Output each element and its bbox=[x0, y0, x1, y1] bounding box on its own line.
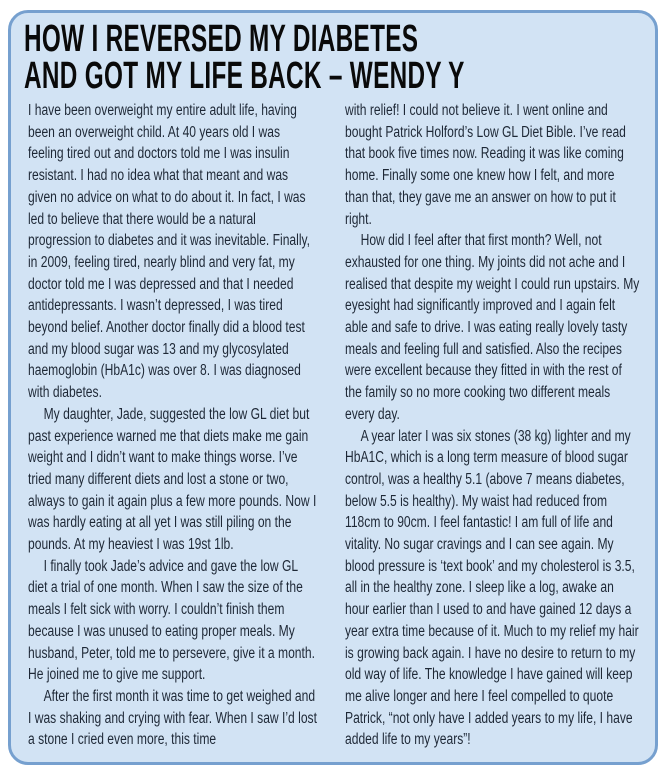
paragraph: My daughter, Jade, suggested the low GL diet but past experience warned me that diets make me gain weight and I didn’t want to make things worse. I’ve tried many different diets and lost a stone or two, always to gain it again plus a few more pounds. Now I was hardly eating at all yet I was still piling on the pounds. At my heaviest I was 19st 1lb. bbox=[28, 405, 317, 554]
column-right bbox=[345, 100, 640, 751]
title-line-1: HOW I REVERSED MY DIABETES bbox=[24, 18, 419, 60]
paragraph: with relief! I could not believe it. I went online and bought Patrick Holford’s Low GL Diet Bible. I’ve read that book five times now. Reading it was like coming home. Finally some one knew how I felt, and more than that, they gave me an answer on how to put it right. bbox=[345, 102, 626, 228]
paragraph: I have been overweight my entire adult life, having been an overweight child. At 40 years old I was feeling tired out and doctors told me I was insulin resistant. I had no idea what that meant and was given no advice on what to do about it. In fact, I was led to believe that there would be a natural progression to diabetes and it was inevitable. Finally, in 2009, feeling tired, nearly blind and very fat, my doctor told me I was depressed and that I needed antidepressants. I wasn’t depressed, I was tired beyond belief. Another doctor finally did a blood test and my blood sugar was 13 and my glycosylated haemoglobin (HbA1c) was over 8. I was diagnosed with diabetes. bbox=[28, 102, 311, 402]
page-title bbox=[24, 18, 465, 97]
title-line-2: AND GOT MY LIFE BACK – WENDY Y bbox=[24, 55, 465, 97]
paragraph: How did I feel after that first month? Well, not exhausted for one thing. My joints did not ache and I realised that despite my weight I could run upstairs. My eyesight had significantly improved and I again felt able and safe to drive. I was eating really lovely tasty meals and feeling full and satisfied. Also the recipes were excellent because they fitted in with the rest of the family so no more cooking two different meals every day. bbox=[345, 232, 640, 423]
paragraph: After the first month it was time to get weighed and I was shaking and crying with fear. When I saw I’d lost a stone I cried even more, this time bbox=[28, 687, 317, 749]
column-left bbox=[28, 100, 318, 751]
testimonial-card bbox=[8, 10, 658, 765]
paragraph: I finally took Jade’s advice and gave the low GL diet a trial of one month. When I saw the size of the meals I felt sick with worry. I couldn’t finish them because I was unused to eating proper meals. My husband, Peter, told me to persevere, give it a month. He joined me to give me support. bbox=[28, 557, 315, 684]
paragraph: A year later I was six stones (38 kg) lighter and my HbA1C, which is a long term measure of blood sugar control, was a healthy 5.1 (above 7 means diabetes, below 5.5 is healthy). My waist had reduced from 118cm to 90cm. I feel fantastic! I am full of life and vitality. No sugar cravings and I can see again. My blood pressure is ‘text book’ and my cholesterol is 3.5, all in the healthy zone. I sleep like a log, awake an hour earlier than I used to and have gained 12 days a year extra time because of it. Much to my relief my hair is growing back again. I have no desire to return to my old way of life. The knowledge I have gained will keep me alive longer and here I feel compelled to quote Patrick, “not only have I added years to my life, I have added life to my years”! bbox=[345, 427, 639, 749]
